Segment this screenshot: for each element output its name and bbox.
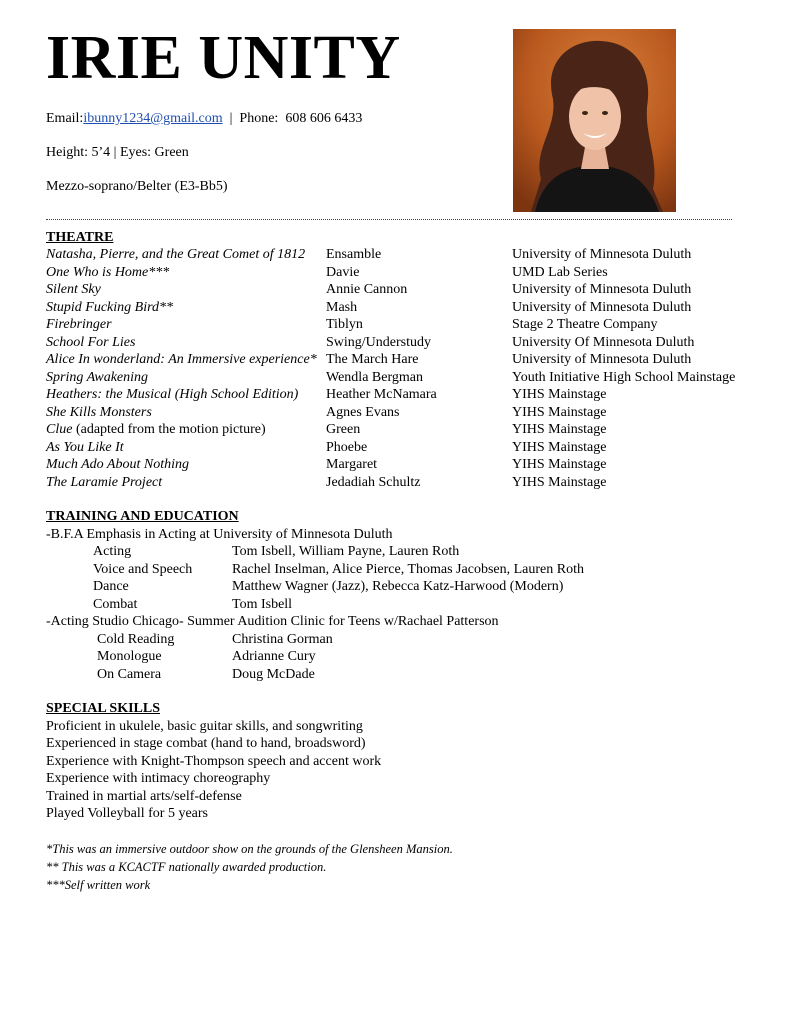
show-title: Alice In wonderland: An Immersive experience* — [46, 352, 317, 367]
table-row — [0, 334, 791, 352]
show-title: She Kills Monsters — [46, 404, 152, 420]
role-name: Jedadiah Schultz — [326, 474, 421, 490]
show-title-note: (adapted from the motion picture) — [72, 422, 266, 437]
show-title: As You Like It — [46, 439, 124, 455]
role-name: Margaret — [326, 457, 378, 472]
venue-name: Youth Initiative High School Mainstage — [512, 369, 736, 385]
separator: | — [229, 111, 233, 126]
training-subject: Cold Reading — [97, 631, 175, 647]
table-row — [0, 299, 791, 317]
table-row — [0, 246, 791, 264]
show-title: Silent Sky — [46, 282, 101, 297]
training-subject: On Camera — [97, 666, 162, 682]
skills-section-title: SPECIAL SKILLS — [46, 701, 160, 716]
venue-name: University of Minnesota Duluth — [512, 352, 692, 367]
role-name: Tiblyn — [326, 317, 363, 332]
show-title: Spring Awakening — [46, 369, 149, 385]
training-subject: Monologue — [97, 649, 162, 664]
table-row — [0, 404, 791, 422]
section-divider — [46, 219, 732, 220]
table-row — [0, 421, 791, 439]
venue-name: YIHS Mainstage — [512, 387, 607, 402]
training-teachers: Rachel Inselman, Alice Pierce, Thomas Jacobsen, Lauren Roth — [232, 561, 584, 577]
role-name: Ensamble — [326, 247, 382, 262]
theatre-section-title: THEATRE — [46, 230, 114, 245]
voice-type-line: Mezzo-soprano/Belter (E3-Bb5) — [46, 179, 228, 194]
training-teachers: Christina Gorman — [232, 631, 333, 647]
training-teachers: Tom Isbell, William Payne, Lauren Roth — [232, 544, 460, 559]
show-title: Stupid Fucking Bird** — [46, 299, 174, 315]
venue-name: University Of Minnesota Duluth — [512, 334, 695, 350]
height-eyes-line: Height: 5’4 | Eyes: Green — [46, 145, 189, 160]
role-name: The March Hare — [326, 352, 419, 367]
training-teachers: Tom Isbell — [232, 596, 293, 612]
skill-item: Experienced in stage combat (hand to hand, broadsword) — [46, 736, 366, 751]
program-line: -Acting Studio Chicago- Summer Audition Clinic for Teens w/Rachael Patterson — [46, 614, 499, 629]
footnote: ***Self written work — [46, 878, 151, 892]
training-teachers: Adrianne Cury — [232, 649, 316, 664]
show-title: Firebringer — [46, 317, 112, 332]
show-title — [46, 421, 266, 439]
role-name: Heather McNamara — [326, 387, 437, 402]
table-row — [0, 456, 791, 474]
table-row — [0, 351, 791, 369]
skill-item: Proficient in ukulele, basic guitar skills, and songwriting — [46, 718, 363, 734]
footnote: ** This was a KCACTF nationally awarded production. — [46, 860, 327, 874]
email-link[interactable]: ibunny1234@gmail.com — [83, 111, 223, 126]
venue-name: University of Minnesota Duluth — [512, 247, 692, 262]
headshot-illustration — [513, 29, 676, 212]
phone-number: 608 606 6433 — [285, 111, 363, 126]
venue-name: YIHS Mainstage — [512, 422, 607, 437]
show-title: The Laramie Project — [46, 474, 163, 490]
role-name: Swing/Understudy — [326, 334, 431, 350]
training-subject: Voice and Speech — [93, 561, 193, 577]
phone-label: Phone: — [239, 111, 279, 126]
role-name: Davie — [326, 264, 360, 280]
footnote: *This was an immersive outdoor show on the grounds of the Glensheen Mansion. — [46, 842, 453, 856]
table-row — [0, 281, 791, 299]
table-row — [0, 316, 791, 334]
skill-item: Experience with intimacy choreography — [46, 771, 271, 786]
training-section-title: TRAINING AND EDUCATION — [46, 509, 239, 524]
show-title: Heathers: the Musical (High School Edition) — [46, 387, 299, 402]
show-title: One Who is Home*** — [46, 264, 170, 280]
skill-item: Played Volleyball for 5 years — [46, 806, 209, 821]
training-teachers: Matthew Wagner (Jazz), Rebecca Katz-Harwood (Modern) — [232, 579, 564, 594]
table-row — [0, 369, 791, 387]
role-name: Phoebe — [326, 439, 368, 455]
venue-name: YIHS Mainstage — [512, 404, 607, 420]
program-line: -B.F.A Emphasis in Acting at University of Minnesota Duluth — [46, 526, 393, 542]
venue-name: Stage 2 Theatre Company — [512, 317, 658, 332]
role-name: Green — [326, 422, 361, 437]
venue-name: UMD Lab Series — [512, 264, 608, 280]
venue-name: YIHS Mainstage — [512, 439, 607, 455]
training-subject: Acting — [93, 544, 132, 559]
training-teachers: Doug McDade — [232, 666, 315, 682]
role-name: Wendla Bergman — [326, 369, 423, 385]
venue-name: University of Minnesota Duluth — [512, 282, 692, 297]
role-name: Mash — [326, 299, 358, 315]
show-title: School For Lies — [46, 334, 136, 350]
resume-name: IRIE UNITY — [46, 24, 401, 92]
table-row — [0, 439, 791, 457]
venue-name: YIHS Mainstage — [512, 457, 607, 472]
headshot-photo — [513, 29, 676, 212]
email-label: Email: — [46, 111, 84, 126]
training-subject: Dance — [93, 579, 129, 594]
show-title: Natasha, Pierre, and the Great Comet of 1812 — [46, 247, 306, 262]
table-row — [0, 474, 791, 492]
table-row — [0, 386, 791, 404]
table-row — [0, 264, 791, 282]
role-name: Agnes Evans — [326, 404, 400, 420]
skill-item: Trained in martial arts/self-defense — [46, 788, 242, 804]
role-name: Annie Cannon — [326, 282, 408, 297]
skill-item: Experience with Knight-Thompson speech and accent work — [46, 753, 382, 769]
show-title: Much Ado About Nothing — [46, 457, 189, 472]
show-title-main: Clue — [46, 422, 73, 437]
venue-name: YIHS Mainstage — [512, 474, 607, 490]
contact-line — [46, 110, 362, 128]
training-subject: Combat — [93, 596, 138, 612]
venue-name: University of Minnesota Duluth — [512, 299, 692, 315]
